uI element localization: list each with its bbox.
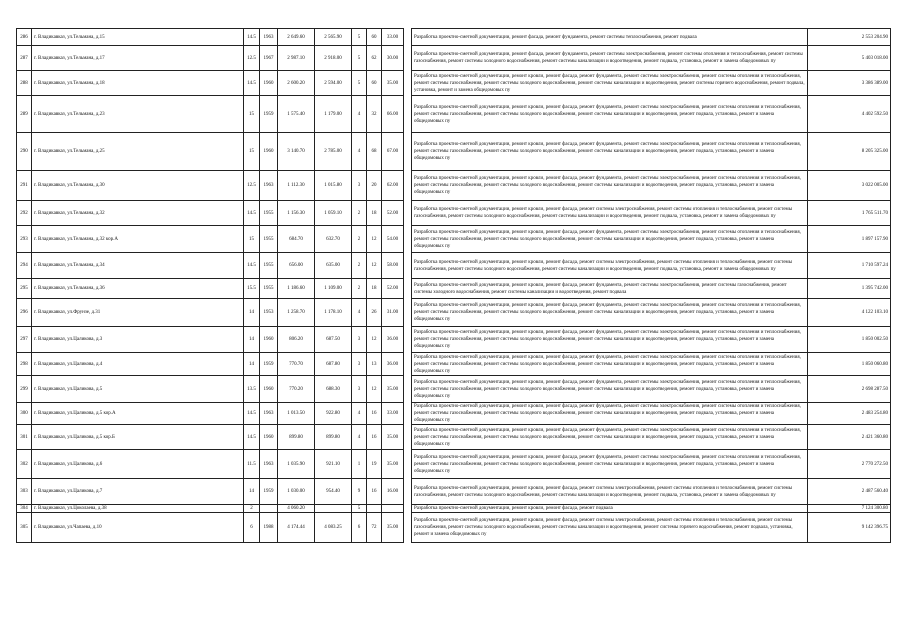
value-a-cell: 12.5 [244,46,260,71]
cost-cell: 5 403 018.00 [808,46,891,71]
residents-cell: 52.00 [382,279,404,299]
works-cell: Разработка проектно-сметной документации, ремонт кровли, ремонт фасада, ремонт системы электроснабжения, ремонт системы отопления и теплоснабжения, ремонт системы газоснабжения, ремонт системы холодного водоснабжения, ремонт системы канализации и водоотведения, ремонт подвала, установка, ремонт и замена общедомовых пу [412,479,808,505]
works-cell: Разработка проектно-сметной документации, ремонт кровли, ремонт фасада, ремонт фундамента, ремонт системы электроснабжения, ремонт системы отопления и теплоснабжения, ремонт системы газоснабжения, ремонт системы холодного водоснабжения, ремонт системы канализации и водоотведения, ремонт подвала, установка, ремонт и замена общедомовых пу [412,425,808,450]
cost-cell: 2 770 272.50 [808,450,891,479]
living-area-cell: 2 785.00 [315,133,352,171]
residents-cell: 35.00 [382,450,404,479]
year-cell: 1955 [260,201,278,226]
year-cell: 1955 [260,279,278,299]
address-cell: г. Владикавказ, ул.Фрунзе, д.31 [32,299,244,327]
floors-cell: 4 [352,96,367,133]
residents-cell: 67.00 [382,133,404,171]
floors-cell: 6 [352,513,367,543]
total-area-cell: 4 060.20 [278,505,315,513]
table-row [17,403,891,425]
year-cell: 1960 [260,71,278,96]
cost-cell: 2 698 287.50 [808,376,891,403]
apartments-cell [367,505,382,513]
table-row [17,450,891,479]
apartments-cell: 72 [367,513,382,543]
value-a-cell: 14.5 [244,201,260,226]
spacer-cell [404,376,412,403]
cost-cell: 2 487 560.40 [808,479,891,505]
table-row [17,299,891,327]
value-a-cell: 14.5 [244,425,260,450]
year-cell: 1953 [260,299,278,327]
apartments-cell: 13 [367,353,382,376]
spacer-cell [404,96,412,133]
value-a-cell: 14.5 [244,29,260,46]
row-number: 292 [17,201,32,226]
residents-cell: 30.00 [382,46,404,71]
works-cell: Разработка проектно-сметной документации, ремонт кровли, ремонт фасада, ремонт подвала [412,505,808,513]
year-cell: 1955 [260,226,278,253]
address-cell: г. Владикавказ, ул.Тельмана, д.17 [32,46,244,71]
value-a-cell: 14.5 [244,71,260,96]
living-area-cell: 4 083.25 [315,513,352,543]
table-row [17,505,891,513]
row-number: 298 [17,353,32,376]
row-number: 301 [17,425,32,450]
spacer-cell [404,403,412,425]
year-cell: 1963 [260,171,278,201]
year-cell: 1988 [260,513,278,543]
floors-cell: 4 [352,425,367,450]
cost-cell: 1 765 511.70 [808,201,891,226]
residents-cell: 52.00 [382,201,404,226]
floors-cell: 9 [352,479,367,505]
residents-cell [382,505,404,513]
row-number: 293 [17,226,32,253]
apartments-cell: 16 [367,425,382,450]
total-area-cell: 1 186.60 [278,279,315,299]
living-area-cell: 2 918.00 [315,46,352,71]
value-a-cell: 15 [244,96,260,133]
value-a-cell: 14 [244,327,260,353]
value-a-cell: 14 [244,299,260,327]
works-cell: Разработка проектно-сметной документации, ремонт фасада, ремонт фундамента, ремонт системы электроснабжения, ремонт системы отопления и теплоснабжения, ремонт системы газоснабжения, ремонт системы холодного водоснабжения, ремонт системы канализации и водоотведения, ремонт подвала, установка, ремонт и замена общедомовых пу [412,46,808,71]
residents-cell: 33.00 [382,29,404,46]
table-row [17,46,891,71]
total-area-cell: 656.00 [278,253,315,279]
works-cell: Разработка проектно-сметной документации, ремонт кровли, ремонт фасада, ремонт фундамента, ремонт системы электроснабжения, ремонт системы отопления и теплоснабжения, ремонт системы газоснабжения, ремонт системы холодного водоснабжения, ремонт системы канализации и водоотведения, ремонт подвала, установка, ремонт и замена общедомовых пу [412,226,808,253]
year-cell: 1955 [260,253,278,279]
value-a-cell: 13.5 [244,376,260,403]
value-a-cell: 15 [244,226,260,253]
spacer-cell [404,46,412,71]
living-area-cell: 687.50 [315,327,352,353]
apartments-cell: 68 [367,133,382,171]
works-cell: Разработка проектно-сметной документации, ремонт кровли, ремонт фасада, ремонт фундамента, ремонт системы электроснабжения, ремонт системы отопления и теплоснабжения, ремонт системы газоснабжения, ремонт системы холодного водоснабжения, ремонт системы канализации и водоотведения, ремонт подвала, установка, ремонт и замена общедомовых пу [412,299,808,327]
year-cell [260,505,278,513]
value-a-cell: 15 [244,133,260,171]
table-row [17,376,891,403]
address-cell: г. Владикавказ, ул.Цоколаева, д.38 [32,505,244,513]
value-a-cell: 11.5 [244,450,260,479]
floors-cell: 1 [352,450,367,479]
table-row [17,253,891,279]
works-cell: Разработка проектно-сметной документации, ремонт фасада, ремонт фундамента, ремонт системы теплоснабжения, ремонт подвала [412,29,808,46]
works-cell: Разработка проектно-сметной документации, ремонт кровли, ремонт фасада, ремонт фундамента, ремонт системы электроснабжения, ремонт системы газоснабжения, ремонт системы холодного водоснабжения, ремонт системы канализации и водоотведения, ремонт подвала [412,279,808,299]
living-area-cell: 921.10 [315,450,352,479]
total-area-cell: 1 013.50 [278,403,315,425]
address-cell: г. Владикавказ, ул.Цаликова, д.6 [32,450,244,479]
year-cell: 1959 [260,353,278,376]
total-area-cell: 806.20 [278,327,315,353]
total-area-cell: 770.70 [278,353,315,376]
table-row [17,29,891,46]
spacer-cell [404,450,412,479]
spacer-cell [404,29,412,46]
residents-cell: 66.00 [382,96,404,133]
address-cell: г. Владикавказ, ул.Тельмана, д.34 [32,253,244,279]
floors-cell: 4 [352,133,367,171]
apartments-cell: 18 [367,201,382,226]
apartments-cell: 60 [367,71,382,96]
apartments-cell: 12 [367,327,382,353]
works-cell: Разработка проектно-сметной документации, ремонт кровли, ремонт фасада, ремонт системы электроснабжения, ремонт системы отопления и теплоснабжения, ремонт системы газоснабжения, ремонт системы холодного водоснабжения, ремонт системы канализации и водоотведения, ремонт подвала, установка, ремонт и замена общедомовых пу [412,201,808,226]
residents-cell: 54.00 [382,226,404,253]
row-number: 295 [17,279,32,299]
residents-cell: 35.00 [382,513,404,543]
address-cell: г. Владикавказ, ул.Цаликова, д.3 [32,327,244,353]
residents-cell: 33.00 [382,403,404,425]
total-area-cell: 1 575.40 [278,96,315,133]
residents-cell: 31.00 [382,299,404,327]
floors-cell: 5 [352,29,367,46]
works-cell: Разработка проектно-сметной документации, ремонт кровли, ремонт фасада, ремонт фундамента, ремонт системы электроснабжения, ремонт системы отопления и теплоснабжения, ремонт системы газоснабжения, ремонт системы холодного водоснабжения, ремонт системы канализации и водоотведения, ремонт подвала, установка, ремонт и замена общедомовых пу [412,327,808,353]
works-cell: Разработка проектно-сметной документации, ремонт кровли, ремонт фасада, ремонт системы электроснабжения, ремонт системы отопления и теплоснабжения, ремонт системы газоснабжения, ремонт системы холодного водоснабжения, ремонт системы канализации и водоотведения, ремонт подвала, установка, ремонт и замена общедомовых пу [412,253,808,279]
table-row [17,226,891,253]
value-a-cell: 14 [244,353,260,376]
row-number: 305 [17,513,32,543]
repair-register-table [16,28,891,543]
spacer-cell [404,505,412,513]
total-area-cell: 1 112.30 [278,171,315,201]
apartments-cell: 16 [367,479,382,505]
spacer-cell [404,201,412,226]
total-area-cell: 1 258.70 [278,299,315,327]
total-area-cell: 2 987.10 [278,46,315,71]
apartments-cell: 19 [367,450,382,479]
cost-cell: 3 022 005.00 [808,171,891,201]
works-cell: Разработка проектно-сметной документации, ремонт кровли, ремонт фасада, ремонт фундамента, ремонт системы электроснабжения, ремонт системы отопления и теплоснабжения, ремонт системы газоснабжения, ремонт системы холодного водоснабжения, ремонт системы канализации и водоотведения, ремонт подвала, установка, ремонт и замена общедомовых пу [412,403,808,425]
row-number: 291 [17,171,32,201]
value-a-cell: 14.5 [244,403,260,425]
value-a-cell: 2 [244,505,260,513]
total-area-cell: 1 030.00 [278,479,315,505]
cost-cell: 2 483 254.80 [808,403,891,425]
table-body [17,29,891,543]
total-area-cell: 1 156.30 [278,201,315,226]
address-cell: г. Владикавказ, ул.Тельмана, д.15 [32,29,244,46]
apartments-cell: 18 [367,279,382,299]
spacer-cell [404,327,412,353]
floors-cell: 3 [352,376,367,403]
total-area-cell: 770.20 [278,376,315,403]
table-row [17,353,891,376]
residents-cell: 35.00 [382,376,404,403]
row-number: 300 [17,403,32,425]
year-cell: 1963 [260,29,278,46]
address-cell: г. Владикавказ, ул.Тельмана, д.36 [32,279,244,299]
year-cell: 1959 [260,479,278,505]
cost-cell: 1 395 742.00 [808,279,891,299]
spacer-cell [404,299,412,327]
apartments-cell: 12 [367,226,382,253]
table-row [17,96,891,133]
table-row [17,425,891,450]
year-cell: 1959 [260,96,278,133]
apartments-cell: 12 [367,253,382,279]
address-cell: г. Владикавказ, ул.Цаликова, д.7 [32,479,244,505]
living-area-cell: 1 109.00 [315,279,352,299]
residents-cell: 16.00 [382,479,404,505]
year-cell: 1960 [260,327,278,353]
apartments-cell: 60 [367,29,382,46]
floors-cell: 5 [352,505,367,513]
total-area-cell: 899.80 [278,425,315,450]
cost-cell: 9 142 396.75 [808,513,891,543]
floors-cell: 3 [352,171,367,201]
cost-cell: 8 205 325.00 [808,133,891,171]
floors-cell: 5 [352,71,367,96]
row-number: 299 [17,376,32,403]
row-number: 287 [17,46,32,71]
value-a-cell: 15.5 [244,279,260,299]
works-cell: Разработка проектно-сметной документации, ремонт кровли, ремонт фасада, ремонт фундамента, ремонт системы электроснабжения, ремонт системы отопления и теплоснабжения, ремонт системы газоснабжения, ремонт системы холодного водоснабжения, ремонт системы канализации и водоотведения, ремонт подвала, установка, ремонт и замена общедомовых пу [412,133,808,171]
apartments-cell: 26 [367,299,382,327]
apartments-cell: 16 [367,403,382,425]
table-row [17,279,891,299]
row-number: 302 [17,450,32,479]
table-row [17,513,891,543]
living-area-cell: 687.80 [315,353,352,376]
row-number: 289 [17,96,32,133]
floors-cell: 3 [352,327,367,353]
table-row [17,479,891,505]
cost-cell: 2 421 360.80 [808,425,891,450]
cost-cell: 4 122 103.10 [808,299,891,327]
cost-cell: 3 386 389.00 [808,71,891,96]
total-area-cell: 2 649.60 [278,29,315,46]
year-cell: 1960 [260,133,278,171]
address-cell: г. Владикавказ, ул.Цаликова, д.4 [32,353,244,376]
value-a-cell: 6 [244,513,260,543]
residents-cell: 58.00 [382,253,404,279]
works-cell: Разработка проектно-сметной документации, ремонт кровли, ремонт фасада, ремонт фундамента, ремонт системы электроснабжения, ремонт системы отопления и теплоснабжения, ремонт системы газоснабжения, ремонт системы холодного водоснабжения, ремонт системы канализации и водоотведения, ремонт системы горячего водоснабжения, ремонт подвала, установка, ремонт и замена общедомовых пу [412,71,808,96]
cost-cell: 1 897 157.90 [808,226,891,253]
floors-cell: 2 [352,226,367,253]
total-area-cell: 1 035.90 [278,450,315,479]
floors-cell: 4 [352,299,367,327]
value-a-cell: 14 [244,479,260,505]
total-area-cell: 3 140.70 [278,133,315,171]
living-area-cell: 1 059.10 [315,201,352,226]
living-area-cell: 954.40 [315,479,352,505]
apartments-cell: 20 [367,171,382,201]
residents-cell: 35.00 [382,71,404,96]
residents-cell: 36.00 [382,353,404,376]
address-cell: г. Владикавказ, ул.Тельмана, д.25 [32,133,244,171]
year-cell: 1960 [260,376,278,403]
row-number: 304 [17,505,32,513]
spacer-cell [404,279,412,299]
cost-cell: 1 850 002.50 [808,327,891,353]
residents-cell: 35.00 [382,425,404,450]
year-cell: 1963 [260,450,278,479]
living-area-cell: 1 178.10 [315,299,352,327]
cost-cell: 1 710 597.24 [808,253,891,279]
table-row [17,133,891,171]
floors-cell: 2 [352,279,367,299]
floors-cell: 2 [352,253,367,279]
spacer-cell [404,226,412,253]
living-area-cell: 635.00 [315,253,352,279]
residents-cell: 62.00 [382,171,404,201]
living-area-cell: 899.80 [315,425,352,450]
floors-cell: 5 [352,46,367,71]
spacer-cell [404,133,412,171]
year-cell: 1963 [260,403,278,425]
living-area-cell: 922.80 [315,403,352,425]
works-cell: Разработка проектно-сметной документации, ремонт кровли, ремонт фасада, ремонт системы электроснабжения, ремонт системы отопления и теплоснабжения, ремонт системы газоснабжения, ремонт системы холодного водоснабжения, ремонт системы канализации и водоотведения, ремонт системы горячего водоснабжения, ремонт подвала, установка, ремонт и замена общедомовых пу [412,513,808,543]
row-number: 290 [17,133,32,171]
apartments-cell: 12 [367,376,382,403]
address-cell: г. Владикавказ, ул.Тельмана, д.30 [32,171,244,201]
year-cell: 1967 [260,46,278,71]
address-cell: г. Владикавказ, ул.Цаликова, д.5 кор.Б [32,425,244,450]
floors-cell: 4 [352,403,367,425]
row-number: 286 [17,29,32,46]
year-cell: 1960 [260,425,278,450]
floors-cell: 2 [352,201,367,226]
works-cell: Разработка проектно-сметной документации, ремонт кровли, ремонт фасада, ремонт фундамента, ремонт системы электроснабжения, ремонт системы отопления и теплоснабжения, ремонт системы газоснабжения, ремонт системы холодного водоснабжения, ремонт системы канализации и водоотведения, ремонт подвала, установка, ремонт и замена общедомовых пу [412,376,808,403]
works-cell: Разработка проектно-сметной документации, ремонт кровли, ремонт фасада, ремонт фундамента, ремонт системы электроснабжения, ремонт системы отопления и теплоснабжения, ремонт системы газоснабжения, ремонт системы холодного водоснабжения, ремонт системы канализации и водоотведения, ремонт подвала, установка, ремонт и замена общедомовых пу [412,353,808,376]
living-area-cell: 2 565.90 [315,29,352,46]
table-row [17,327,891,353]
residents-cell: 36.00 [382,327,404,353]
row-number: 297 [17,327,32,353]
spacer-cell [404,71,412,96]
value-a-cell: 12.5 [244,171,260,201]
living-area-cell: 632.70 [315,226,352,253]
apartments-cell: 32 [367,96,382,133]
spacer-cell [404,479,412,505]
address-cell: г. Владикавказ, ул.Цаликова, д.5 [32,376,244,403]
spacer-cell [404,353,412,376]
total-area-cell: 2 600.20 [278,71,315,96]
spacer-cell [404,171,412,201]
total-area-cell: 4 174.44 [278,513,315,543]
address-cell: г. Владикавказ, ул.Тельмана, д.32 [32,201,244,226]
spacer-cell [404,253,412,279]
row-number: 296 [17,299,32,327]
living-area-cell: 1 179.00 [315,96,352,133]
row-number: 288 [17,71,32,96]
value-a-cell: 14.5 [244,253,260,279]
apartments-cell: 62 [367,46,382,71]
address-cell: г. Владикавказ, ул.Чапаева, д.10 [32,513,244,543]
row-number: 303 [17,479,32,505]
table-row [17,171,891,201]
floors-cell: 3 [352,353,367,376]
living-area-cell: 2 594.00 [315,71,352,96]
works-cell: Разработка проектно-сметной документации, ремонт кровли, ремонт фасада, ремонт фундамента, ремонт системы электроснабжения, ремонт системы отопления и теплоснабжения, ремонт системы газоснабжения, ремонт системы холодного водоснабжения, ремонт системы канализации и водоотведения, ремонт подвала, установка, ремонт и замена общедомовых пу [412,96,808,133]
living-area-cell: 1 015.80 [315,171,352,201]
cost-cell: 7 124 300.80 [808,505,891,513]
table-row [17,201,891,226]
cost-cell: 2 553 204.90 [808,29,891,46]
address-cell: г. Владикавказ, ул.Тельмана, д.32 кор.А [32,226,244,253]
address-cell: г. Владикавказ, ул.Тельмана, д.18 [32,71,244,96]
spacer-cell [404,513,412,543]
row-number: 294 [17,253,32,279]
living-area-cell [315,505,352,513]
spacer-cell [404,425,412,450]
total-area-cell: 684.70 [278,226,315,253]
address-cell: г. Владикавказ, ул.Тельмана, д.23 [32,96,244,133]
works-cell: Разработка проектно-сметной документации, ремонт кровли, ремонт фасада, ремонт фундамента, ремонт системы электроснабжения, ремонт системы отопления и теплоснабжения, ремонт системы газоснабжения, ремонт системы холодного водоснабжения, ремонт системы канализации и водоотведения, ремонт подвала, установка, ремонт и замена общедомовых пу [412,450,808,479]
cost-cell: 4 402 592.50 [808,96,891,133]
address-cell: г. Владикавказ, ул.Цаликова, д.5 кор.А [32,403,244,425]
cost-cell: 1 850 060.80 [808,353,891,376]
works-cell: Разработка проектно-сметной документации, ремонт кровли, ремонт фасада, ремонт фундамента, ремонт системы электроснабжения, ремонт системы отопления и теплоснабжения, ремонт системы газоснабжения, ремонт системы холодного водоснабжения, ремонт системы канализации и водоотведения, ремонт подвала, установка, ремонт и замена общедомовых пу [412,171,808,201]
table-row [17,71,891,96]
living-area-cell: 688.30 [315,376,352,403]
